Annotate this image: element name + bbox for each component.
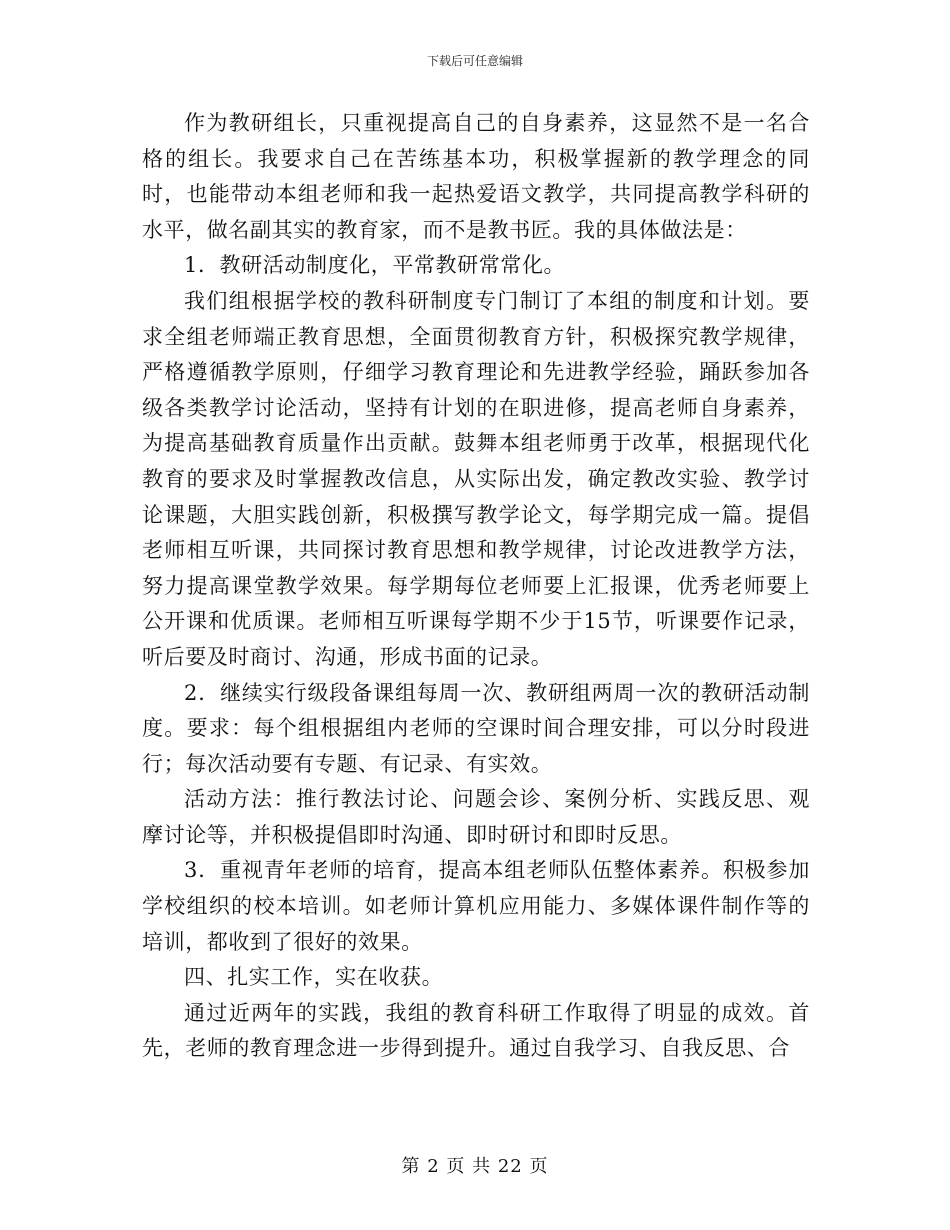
paragraph-2: 1．教研活动制度化，平常教研常常化。: [184, 253, 566, 278]
paragraph-3: 我们组根据学校的教科研制度专门制订了本组的制度和计划。要求全组老师端正教育思想，全面贯彻教育方针，积极探究教学规律，严格遵循教学原则，仔细学习教育理论和先进教学经验，踊跃参加各级各类教学讨论活动，坚持有计划的在职进修，提高老师自身素养，为提高基础教育质量作出贡献。鼓舞本组老师勇于改革，根据现代化教育的要求及时掌握教改信息，从实际出发，确定教改实验、教学讨论课题，大胆实践创新，积极撰写教学论文，每学期完成一篇。提倡老师相互听课，共同探讨教育思想和教学规律，讨论改进教学方法，努力提高课堂教学效果。每学期每位老师要上汇报课，优秀老师要上公开课和优质课。老师相互听课每学期不少于15节，听课要作记录，听后要及时商讨、沟通，形成书面的记录。: [142, 288, 810, 669]
document-body: [142, 106, 810, 1067]
paragraph-1: 作为教研组长，只重视提高自己的自身素养，这显然不是一名合格的组长。我要求自己在苦练基本功，积极掌握新的教学理念的同时，也能带动本组老师和我一起热爱语文教学，共同提高教学科研的水平，做名副其实的教育家，而不是教书匠。我的具体做法是：: [142, 111, 810, 242]
paragraph-8: 通过近两年的实践，我组的教育科研工作取得了明显的成效。首先，老师的教育理念进一步得到提升。通过自我学习、自我反思、合: [142, 1000, 810, 1061]
paragraph-4: 2．继续实行级段备课组每周一次、教研组两周一次的教研活动制度。要求：每个组根据组内老师的空课时间合理安排，可以分时段进行；每次活动要有专题、有记录、有实效。: [142, 680, 810, 776]
paragraph-7: 四、扎实工作，实在收获。: [184, 965, 444, 990]
page-footer: 第 2 页 共 22 页: [401, 1156, 549, 1177]
page-header: 下载后可任意编辑: [426, 54, 523, 68]
paragraph-5: 活动方法：推行教法讨论、问题会诊、案例分析、实践反思、观摩讨论等，并积极提倡即时沟通、即时研讨和即时反思。: [142, 787, 810, 847]
paragraph-6: 3．重视青年老师的培育，提高本组老师队伍整体素养。积极参加学校组织的校本培训。如老师计算机应用能力、多媒体课件制作等的培训，都收到了很好的效果。: [142, 858, 810, 954]
